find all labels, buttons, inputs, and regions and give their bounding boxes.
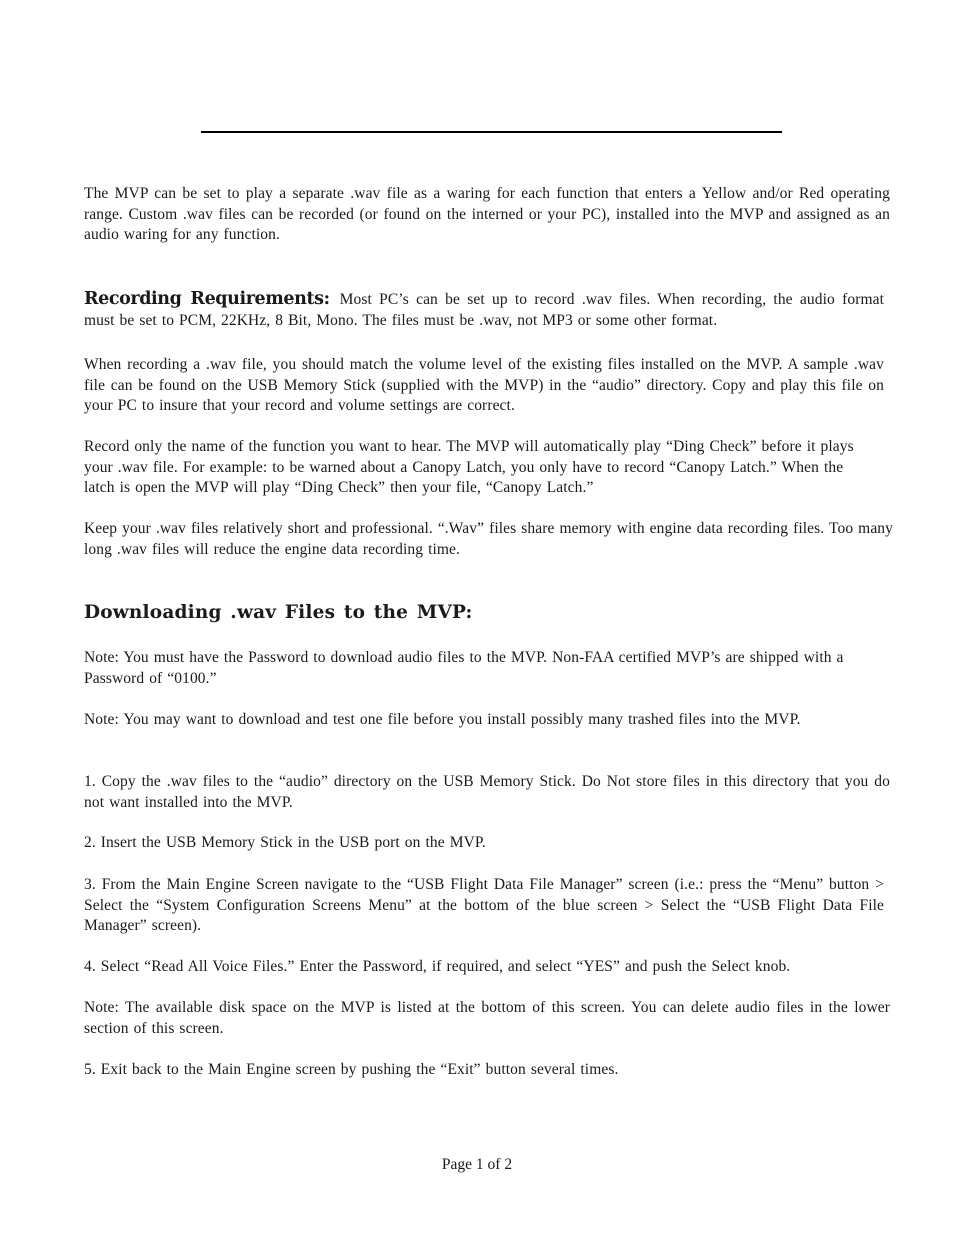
short-files-paragraph: Keep your .wav files relatively short and professional. “.Wav” files share memory with engine data recording files. Too many long .wav files will reduce the engine data recording time. [84, 520, 893, 558]
step-1: 1. Copy the .wav files to the “audio” directory on the USB Memory Stick. Do Not store files in this directory that you do not want installed into the MVP. [84, 773, 890, 811]
step-4: 4. Select “Read All Voice Files.” Enter the Password, if required, and select “YES” and push the Select knob. [84, 958, 791, 975]
recording-requirements-heading: Recording Requirements: [84, 289, 330, 309]
note-password: Note: You must have the Password to download audio files to the MVP. Non-FAA certified MVP’s are shipped with a Password of “0100.” [84, 649, 844, 687]
page-number: Page 1 of 2 [441, 1156, 513, 1173]
step-2: 2. Insert the USB Memory Stick in the USB port on the MVP. [84, 834, 486, 851]
step-3: 3. From the Main Engine Screen navigate to the “USB Flight Data File Manager” screen (i.e.: press the “Menu” button > Select the “System Configuration Screens Menu” at the bottom of the blue screen > Select the “USB Flight Data File Manager” screen). [84, 876, 884, 935]
note-test-file: Note: You may want to download and test one file before you install possibly many trashed files into the MVP. [84, 711, 801, 728]
header-rule [201, 131, 782, 133]
volume-paragraph: When recording a .wav file, you should match the volume level of the existing files installed on the MVP. A sample .wav file can be found on the USB Memory Stick (supplied with the MVP) in the “audio” directory. Copy and play this file on your PC to insure that your record and volume settings are correct. [84, 356, 884, 415]
record-name-paragraph: Record only the name of the function you want to hear. The MVP will automatically play “Ding Check” before it plays your .wav file. For example: to be warned about a Canopy Latch, you only have to record “Canopy Latch.” When the latch is open the MVP will play “Ding Check” then your file, “Canopy Latch.” [84, 438, 854, 497]
downloading-heading: Downloading .wav Files to the MVP: [84, 602, 473, 623]
intro-paragraph: The MVP can be set to play a separate .wav file as a waring for each function that enters a Yellow and/or Red operating range. Custom .wav files can be recorded (or found on the interned or your PC), installed into the MVP and assigned as an audio waring for any function. [84, 185, 890, 244]
step-5: 5. Exit back to the Main Engine screen by pushing the “Exit” button several times. [84, 1061, 619, 1078]
recording-requirements-paragraph [84, 289, 884, 331]
recording-requirements-text: Most PC’s can be set up to record .wav files. When recording, the audio format must be set to PCM, 22KHz, 8 Bit, Mono. The files must be .wav, not MP3 or some other format. [84, 291, 884, 329]
note-disk-space: Note: The available disk space on the MVP is listed at the bottom of this screen. You can delete audio files in the lower section of this screen. [84, 999, 890, 1037]
